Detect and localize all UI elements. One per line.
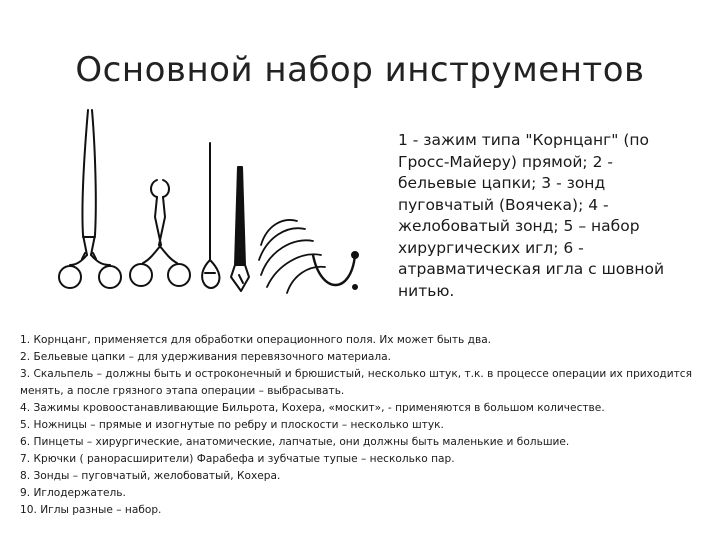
list-item: 5. Ножницы – прямые и изогнутые по ребру и плоскости – несколько штук. xyxy=(20,419,444,431)
list-item: 6. Пинцеты – хирургические, анатомические, лапчатые, они должны быть маленькие и большие. xyxy=(20,436,570,448)
clamp-korntsang-icon xyxy=(59,110,121,288)
list-item: 4. Зажимы кровоостанавливающие Бильрота, Кохера, «москит», - применяются в большом количестве. xyxy=(20,402,605,414)
grooved-probe-icon xyxy=(231,167,249,291)
list-item: 9. Иглодержатель. xyxy=(20,487,126,499)
list-item: 8. Зонды – пуговчатый, желобоватый, Кохера. xyxy=(20,470,281,482)
instruments-list xyxy=(20,332,710,519)
atraumatic-needle-icon xyxy=(313,252,358,289)
list-item: 7. Крючки ( ранорасширители) Фарабефа и зубчатые тупые – несколько пар. xyxy=(20,453,455,465)
surgical-needles-icon xyxy=(259,220,325,293)
slide-title: Основной набор инструментов xyxy=(75,50,645,90)
list-item: 3. Скальпель – должны быть и остроконечный и брюшистый, несколько штук, т.к. в процессе операции их приходится менять, а после грязного этапа операции – выбрасывать. xyxy=(20,368,693,397)
list-item: 1. Корнцанг, применяется для обработки операционного поля. Их может быть два. xyxy=(20,334,492,346)
towel-clamp-icon xyxy=(130,180,190,286)
instruments-figure xyxy=(55,105,385,300)
instruments-caption: 1 - зажим типа "Корнцанг" (по Гросс-Майеру) прямой; 2 - бельевые цапки; 3 - зонд пуговчатый (Воячека); 4 - желобоватый зонд; 5 – набор хирургических игл; 6 - атравматическая игла с шовной нитью. xyxy=(398,131,665,300)
list-item: 2. Бельевые цапки – для удерживания перевязочного материала. xyxy=(20,351,392,363)
button-probe-icon xyxy=(202,143,219,288)
list-item: 10. Иглы разные – набор. xyxy=(20,504,162,516)
